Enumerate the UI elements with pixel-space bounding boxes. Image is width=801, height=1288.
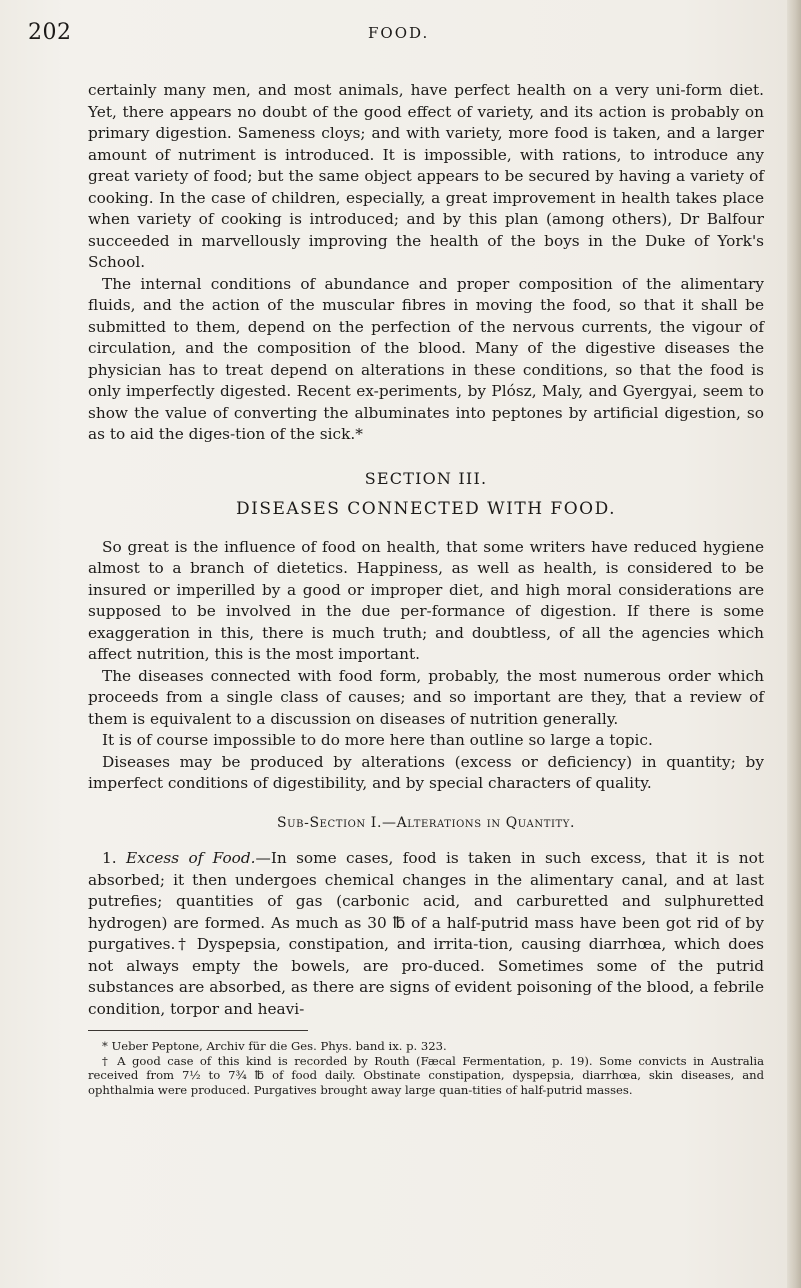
numbered-paragraph bbox=[88, 848, 764, 1020]
item-text: —In some cases, food is taken in such excess, that it is not absorbed; it then undergoes chemical changes in the alimentary canal, and at last putrefies; quantities of gas (carbonic acid, and carburetted and sulphuretted hydrogen) are formed. As much as 30 ℔ of a half-putrid mass have been got rid of by purgatives.† Dyspepsia, constipation, and irrita-tion, causing diarrhœa, which does not always empty the bowels, are pro-duced. Sometimes some of the putrid substances are absorbed, as there are signs of evident poisoning of the blood, a febrile condition, torpor and heavi- bbox=[88, 849, 764, 1018]
footnote-divider bbox=[88, 1030, 308, 1031]
footnote: * Ueber Peptone, Archiv für die Ges. Phys. band ix. p. 323. bbox=[102, 1039, 447, 1053]
subsection-title: Sub-Section I.—Alterations in Quantity. bbox=[276, 814, 576, 831]
paragraph: Diseases may be produced by alterations (excess or deficiency) in quantity; by imperfect conditions of digestibility, and by special characters of quality. bbox=[88, 752, 764, 792]
paragraph: The internal conditions of abundance and proper composition of the alimentary fluids, and the action of the muscular fibres in moving the food, so that it shall be submitted to them, depend on the perfection of the nervous currents, the vigour of circulation, and the composition of the blood. Many of the digestive diseases the physician has to treat depend on alterations in these conditions, so that the food is only imperfectly digested. Recent ex-periments, by Plósz, Maly, and Gyergyai, seem to show the value of converting the albuminates into peptones by artificial digestion, so as to aid the diges-tion of the sick.* bbox=[88, 274, 764, 443]
page-number: 202 bbox=[28, 20, 72, 45]
footnotes bbox=[88, 1039, 764, 1097]
running-head: FOOD. bbox=[368, 24, 430, 42]
paragraph: It is of course impossible to do more here than outline so large a topic. bbox=[102, 731, 653, 749]
item-number: 1. bbox=[102, 849, 117, 867]
item-title: Excess of Food. bbox=[125, 849, 256, 867]
page-header bbox=[28, 20, 768, 50]
paragraph: The diseases connected with food form, probably, the most numerous order which proceeds from a single class of causes; and so important are they, that a review of them is equivalent to a discussion on diseases of nutrition generally. bbox=[88, 666, 764, 728]
page-edge-shadow bbox=[787, 0, 801, 1288]
page-body bbox=[88, 80, 764, 1097]
paragraph: So great is the influence of food on health, that some writers have reduced hygiene almost to a branch of dietetics. Happiness, as well as health, is considered to be insured or imperilled by a good or improper diet, and high moral considerations are supposed to be involved in the due per-formance of digestion. If there is some exaggeration in this, there is much truth; and doubtless, of all the agencies which affect nutrition, this is the most important. bbox=[88, 537, 764, 663]
section-title: SECTION III. bbox=[364, 468, 488, 488]
footnote: † A good case of this kind is recorded by Routh (Fæcal Fermentation, p. 19). Some convicts in Australia received from 7½ to 7¾ ℔ of food daily. Obstinate constipation, dyspepsia, diarrhœa, skin diseases, and ophthalmia were produced. Purgatives brought away large quan-tities of half-putrid masses. bbox=[88, 1053, 764, 1097]
section-subtitle: DISEASES CONNECTED WITH FOOD. bbox=[235, 499, 617, 519]
paragraph: certainly many men, and most animals, have perfect health on a very uni-form diet. Yet, there appears no doubt of the good effect of variety, and its action is probably on primary digestion. Sameness cloys; and with variety, more food is taken, and a larger amount of nutriment is introduced. It is impossible, with rations, to introduce any great variety of food; but the same object appears to be secured by having a variety of cooking. In the case of children, especially, a great improvement in health takes place when variety of cooking is introduced; and by this plan (among others), Dr Balfour succeeded in marvellously improving the health of the boys in the Duke of York's School. bbox=[88, 81, 764, 271]
